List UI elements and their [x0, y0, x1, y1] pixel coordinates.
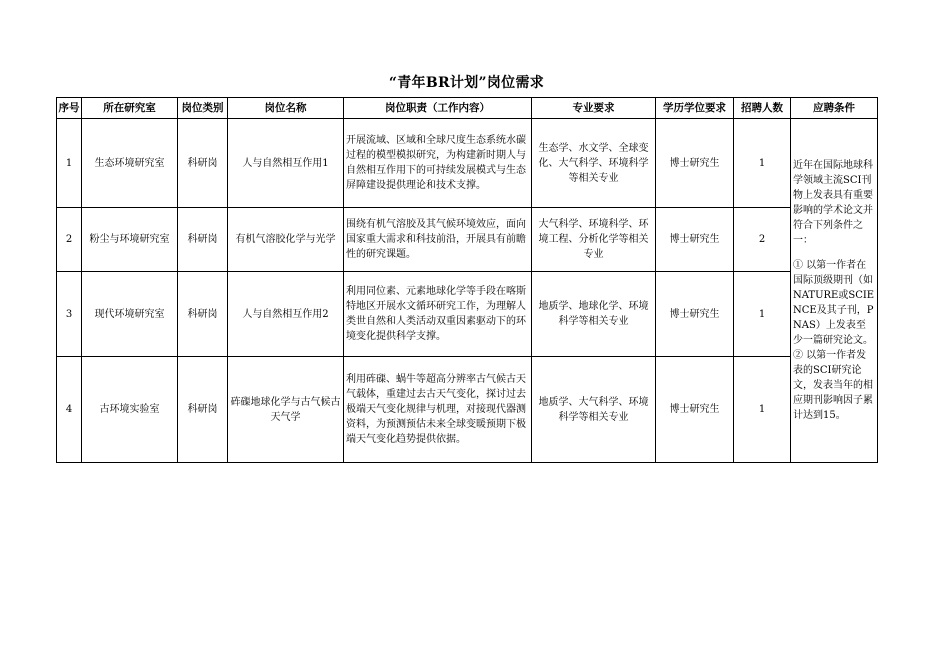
cell-no: 1: [57, 119, 82, 208]
cell-lab: 粉尘与环境研究室: [82, 208, 178, 272]
cell-no: 3: [57, 272, 82, 357]
cell-lab: 生态环境研究室: [82, 119, 178, 208]
cell-count: 2: [734, 208, 791, 272]
cell-category: 科研岗: [178, 272, 228, 357]
header-degree: 学历学位要求: [656, 98, 734, 119]
cell-major: 大气科学、环境科学、环境工程、分析化学等相关专业: [532, 208, 656, 272]
cell-duties: 围绕有机气溶胶及其气候环境效应，面向国家重大需求和科技前沿，开展具有前瞻性的研究课题。: [344, 208, 532, 272]
cell-lab: 现代环境研究室: [82, 272, 178, 357]
header-lab: 所在研究室: [82, 98, 178, 119]
header-position: 岗位名称: [228, 98, 344, 119]
conditions-item-1: ① 以第一作者在国际顶级期刊（如NATURE或SCIENCE及其子刊，PNAS）上发表至少一篇研究论文。: [793, 260, 875, 346]
cell-duties: 利用同位素、元素地球化学等手段在喀斯特地区开展水文循环研究工作，为理解人类世自然和人类活动双重因素驱动下的环境变化提供科学支撑。: [344, 272, 532, 357]
cell-degree: 博士研究生: [656, 119, 734, 208]
cell-no: 4: [57, 357, 82, 463]
cell-category: 科研岗: [178, 357, 228, 463]
cell-position: 人与自然相互作用2: [228, 272, 344, 357]
header-category: 岗位类别: [178, 98, 228, 119]
cell-count: 1: [734, 357, 791, 463]
cell-position: 有机气溶胶化学与光学: [228, 208, 344, 272]
cell-category: 科研岗: [178, 208, 228, 272]
table-header-row: [57, 98, 878, 119]
table-row: [57, 119, 878, 208]
conditions-intro: 近年在国际地球科学领域主流SCI刊物上发表具有重要影响的学术论文并符合下列条件之一：: [793, 160, 873, 246]
table-row: [57, 357, 878, 463]
cell-duties: 利用砗磲、蜗牛等超高分辨率古气候古天气载体，重建过去古天气变化，探讨过去极端天气变化规律与机理，对接现代器测资料，为预测预估未来全球变暖预期下极端天气变化趋势提供依据。: [344, 357, 532, 463]
cell-duties: 开展流域、区域和全球尺度生态系统水碳过程的模型模拟研究，为构建新时期人与自然相互作用下的可持续发展模式与生态屏障建设提供理论和技术支撑。: [344, 119, 532, 208]
header-count: 招聘人数: [734, 98, 791, 119]
cell-major: 生态学、水文学、全球变化、大气科学、环境科学等相关专业: [532, 119, 656, 208]
cell-degree: 博士研究生: [656, 272, 734, 357]
cell-position: 人与自然相互作用1: [228, 119, 344, 208]
cell-position: 砗磲地球化学与古气候古天气学: [228, 357, 344, 463]
conditions-item-2: ② 以第一作者发表的SCI研究论文，发表当年的相应期刊影响因子累计达到15。: [793, 350, 873, 421]
table-row: [57, 272, 878, 357]
header-conditions: 应聘条件: [791, 98, 878, 119]
cell-count: 1: [734, 119, 791, 208]
cell-conditions: [791, 119, 878, 463]
header-no: 序号: [57, 98, 82, 119]
cell-major: 地质学、大气科学、环境科学等相关专业: [532, 357, 656, 463]
cell-count: 1: [734, 272, 791, 357]
cell-degree: 博士研究生: [656, 357, 734, 463]
cell-category: 科研岗: [178, 119, 228, 208]
job-requirements-table: [56, 97, 878, 463]
table-row: [57, 208, 878, 272]
cell-no: 2: [57, 208, 82, 272]
header-major: 专业要求: [532, 98, 656, 119]
cell-lab: 古环境实验室: [82, 357, 178, 463]
cell-major: 地质学、地球化学、环境科学等相关专业: [532, 272, 656, 357]
header-duties: 岗位职责（工作内容）: [344, 98, 532, 119]
page-title: “青年BR计划”岗位需求: [388, 75, 545, 91]
cell-degree: 博士研究生: [656, 208, 734, 272]
